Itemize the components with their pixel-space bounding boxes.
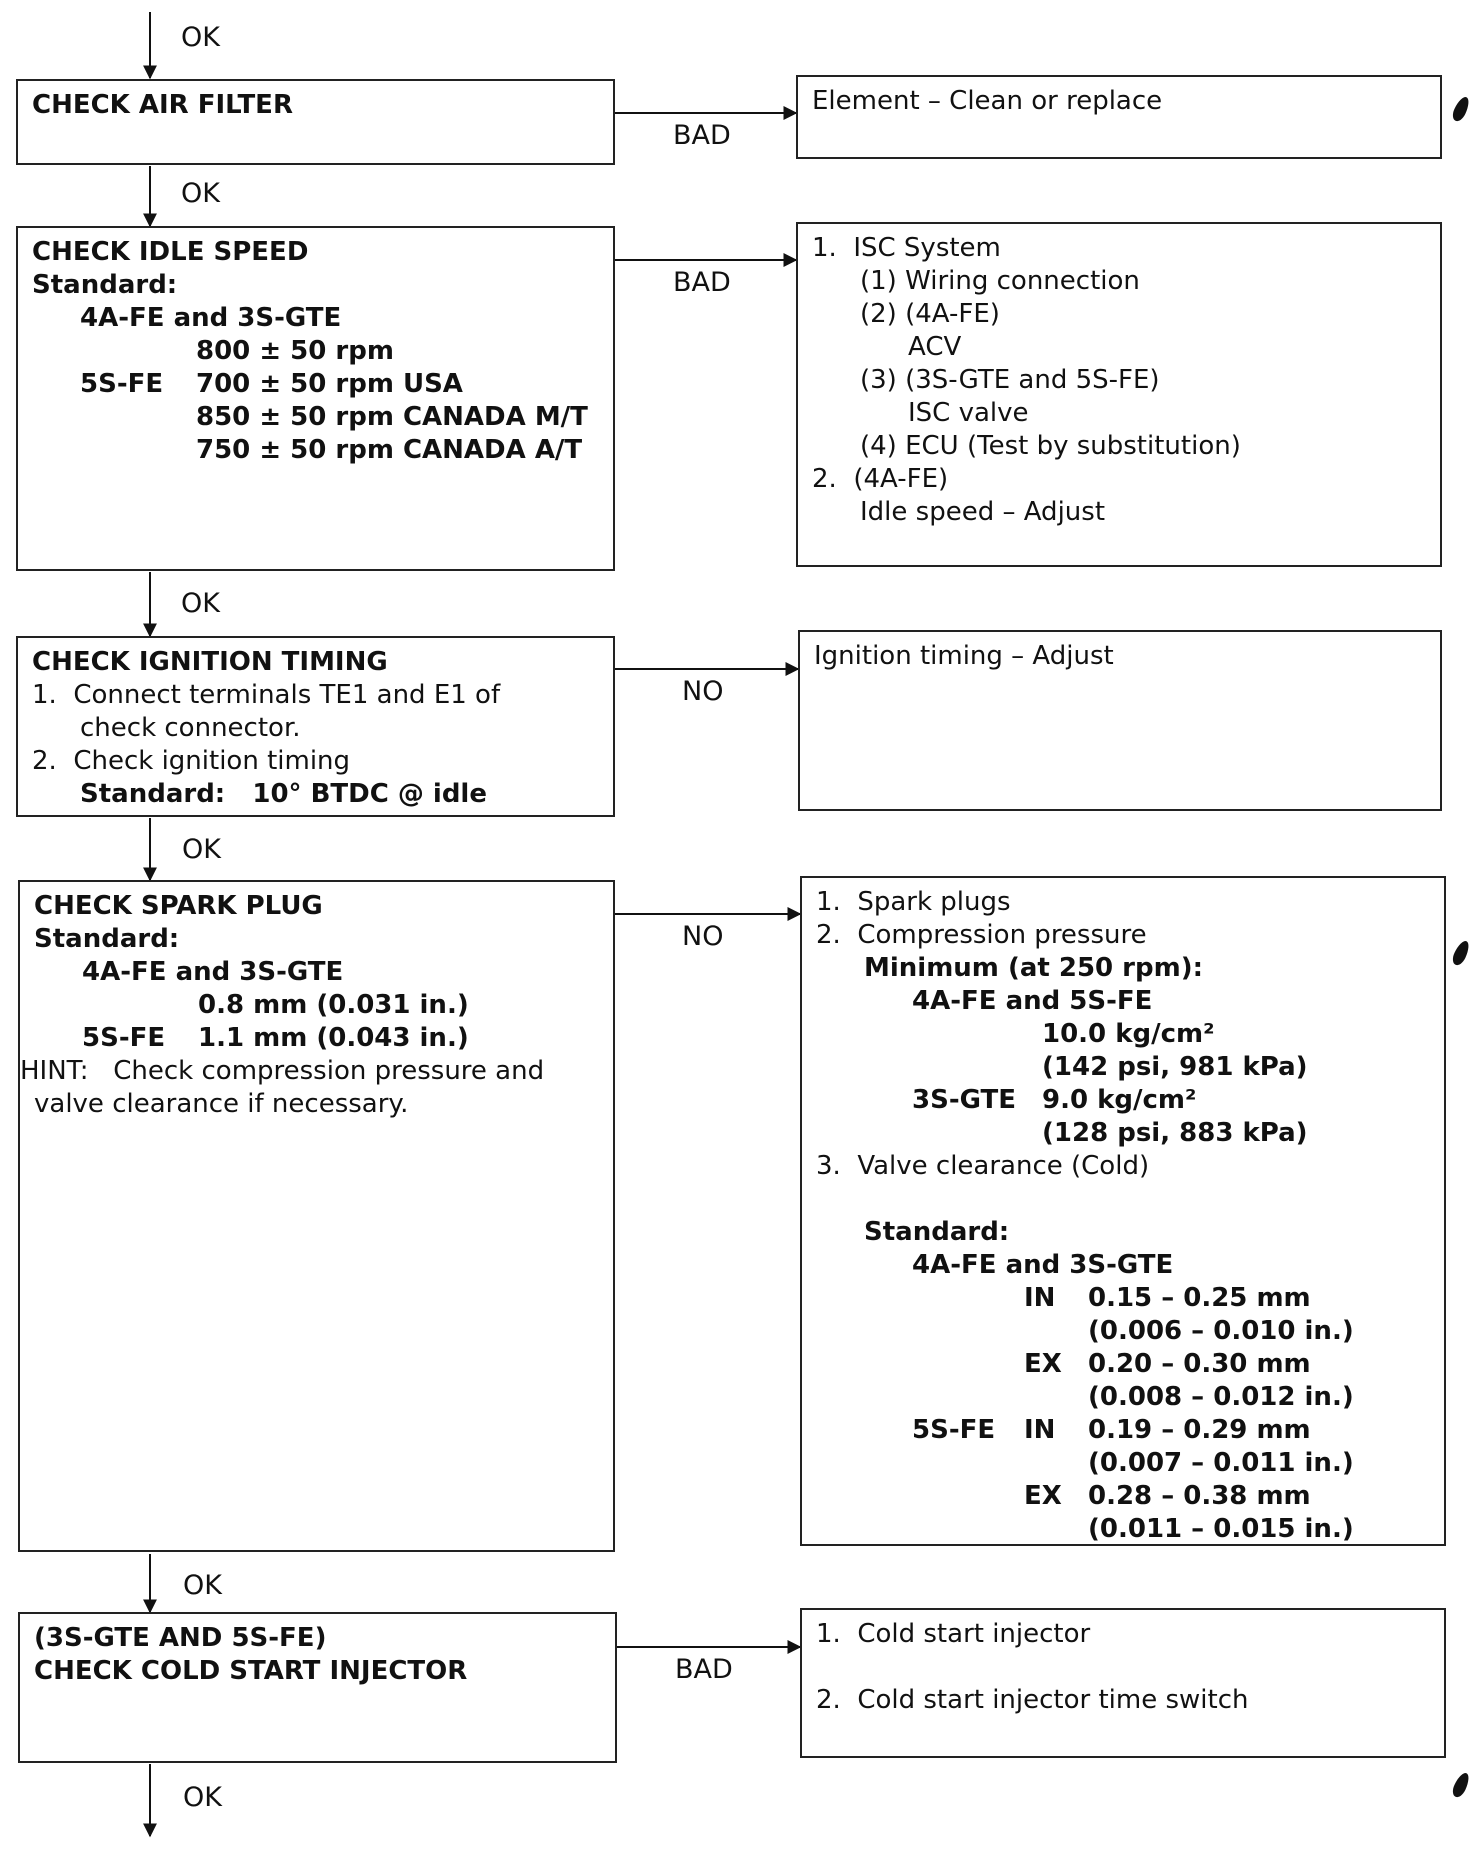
branch-label-air-filter: BAD xyxy=(673,120,731,151)
spec-row xyxy=(816,1414,1430,1447)
standard-spec: Standard: 10° BTDC @ idle xyxy=(80,779,487,809)
check-title: (3S-GTE AND 5S-FE) xyxy=(34,1623,327,1653)
standard-label: Standard: xyxy=(34,924,180,954)
branch-label-ignition-timing: NO xyxy=(682,676,724,707)
valve-label: IN xyxy=(1024,1415,1056,1445)
action-line: 1. ISC System xyxy=(812,233,1001,263)
action-line: 4A-FE and 5S-FE xyxy=(912,986,1153,1016)
action-line: (0.007 – 0.011 in.) xyxy=(1088,1448,1354,1478)
hint-line: valve clearance if necessary. xyxy=(34,1089,409,1119)
hint-line: HINT: Check compression pressure and xyxy=(20,1056,545,1086)
spec-row xyxy=(816,1348,1430,1381)
idle-speed-action-box xyxy=(796,222,1442,567)
spec-value: 0.28 – 0.38 mm xyxy=(1088,1481,1311,1511)
action-line: 1. Cold start injector xyxy=(816,1619,1091,1649)
spec-value: 700 ± 50 rpm USA xyxy=(196,369,463,399)
cold-start-action-box xyxy=(800,1608,1446,1758)
check-air-filter-box xyxy=(16,79,615,165)
spark-plug-action-box xyxy=(800,876,1446,1546)
branch-label-spark-plug: NO xyxy=(682,921,724,952)
action-line: (2) (4A-FE) xyxy=(860,299,1000,329)
spec-value: 0.8 mm (0.031 in.) xyxy=(198,990,469,1020)
action-line: Ignition timing – Adjust xyxy=(814,641,1114,671)
action-line: Idle speed – Adjust xyxy=(860,497,1106,527)
ok-label-4: OK xyxy=(183,1570,222,1601)
spec-row xyxy=(34,1022,599,1055)
branch-label-idle-speed: BAD xyxy=(673,267,731,298)
air-filter-action-box xyxy=(796,75,1442,159)
ignition-timing-action-box xyxy=(798,630,1442,811)
spec-value: 9.0 kg/cm² xyxy=(1042,1085,1197,1115)
check-title: CHECK COLD START INJECTOR xyxy=(34,1656,468,1686)
spec-value: 0.15 – 0.25 mm xyxy=(1088,1283,1311,1313)
spec-value: 0.20 – 0.30 mm xyxy=(1088,1349,1311,1379)
check-title: CHECK IGNITION TIMING xyxy=(32,647,388,677)
valve-label: IN xyxy=(1024,1283,1056,1313)
action-line: (0.008 – 0.012 in.) xyxy=(1088,1382,1354,1412)
valve-label: EX xyxy=(1024,1481,1062,1511)
spec-value: 750 ± 50 rpm CANADA A/T xyxy=(196,435,583,465)
spec-row xyxy=(32,368,599,401)
engine-label: 5S-FE xyxy=(82,1023,166,1053)
spec-row xyxy=(816,1282,1430,1315)
action-line: Standard: xyxy=(864,1217,1010,1247)
spacer xyxy=(816,1183,1430,1216)
action-line: (4) ECU (Test by substitution) xyxy=(860,431,1241,461)
action-line: (1) Wiring connection xyxy=(860,266,1140,296)
action-line: 1. Spark plugs xyxy=(816,887,1011,917)
check-spark-plug-box xyxy=(18,880,615,1552)
branch-label-cold-start: BAD xyxy=(675,1654,733,1685)
valve-label: EX xyxy=(1024,1349,1062,1379)
action-line: (142 psi, 981 kPa) xyxy=(1042,1052,1308,1082)
spec-value: 800 ± 50 rpm xyxy=(196,336,394,366)
engine-label: 3S-GTE xyxy=(912,1085,1016,1115)
action-line: (3) (3S-GTE and 5S-FE) xyxy=(860,365,1160,395)
check-line: 2. Check ignition timing xyxy=(32,746,351,776)
action-line: ISC valve xyxy=(908,398,1029,428)
check-title: CHECK AIR FILTER xyxy=(32,90,293,120)
action-line: (0.006 – 0.010 in.) xyxy=(1088,1316,1354,1346)
check-title: CHECK SPARK PLUG xyxy=(34,891,323,921)
engine-label: 4A-FE and 3S-GTE xyxy=(80,303,342,333)
spec-value: 1.1 mm (0.043 in.) xyxy=(198,1023,469,1053)
spacer xyxy=(816,1651,1430,1684)
ok-label-2: OK xyxy=(181,588,220,619)
action-line: 2. Cold start injector time switch xyxy=(816,1685,1249,1715)
ok-label-0: OK xyxy=(181,22,220,53)
action-line: 4A-FE and 3S-GTE xyxy=(912,1250,1174,1280)
check-line: check connector. xyxy=(80,713,301,743)
engine-label: 5S-FE xyxy=(80,369,164,399)
action-line: Minimum (at 250 rpm): xyxy=(864,953,1203,983)
ok-label-1: OK xyxy=(181,178,220,209)
action-line: 10.0 kg/cm² xyxy=(1042,1019,1215,1049)
check-ignition-timing-box xyxy=(16,636,615,817)
action-line: (128 psi, 883 kPa) xyxy=(1042,1118,1308,1148)
action-line: 2. Compression pressure xyxy=(816,920,1147,950)
action-line: (0.011 – 0.015 in.) xyxy=(1088,1514,1354,1544)
check-title: CHECK IDLE SPEED xyxy=(32,237,309,267)
engine-label: 5S-FE xyxy=(912,1415,996,1445)
spec-value: 850 ± 50 rpm CANADA M/T xyxy=(196,402,588,432)
spec-row xyxy=(816,1480,1430,1513)
action-line: 3. Valve clearance (Cold) xyxy=(816,1151,1150,1181)
spec-row xyxy=(816,1084,1430,1117)
ok-label-3: OK xyxy=(182,834,221,865)
action-line: ACV xyxy=(908,332,962,362)
check-cold-start-injector-box xyxy=(18,1612,617,1763)
standard-label: Standard: xyxy=(32,270,178,300)
engine-label: 4A-FE and 3S-GTE xyxy=(82,957,344,987)
action-line: Element – Clean or replace xyxy=(812,86,1163,116)
action-line: 2. (4A-FE) xyxy=(812,464,949,494)
check-idle-speed-box xyxy=(16,226,615,571)
spec-value: 0.19 – 0.29 mm xyxy=(1088,1415,1311,1445)
check-line: 1. Connect terminals TE1 and E1 of xyxy=(32,680,501,710)
ok-label-5: OK xyxy=(183,1782,222,1813)
